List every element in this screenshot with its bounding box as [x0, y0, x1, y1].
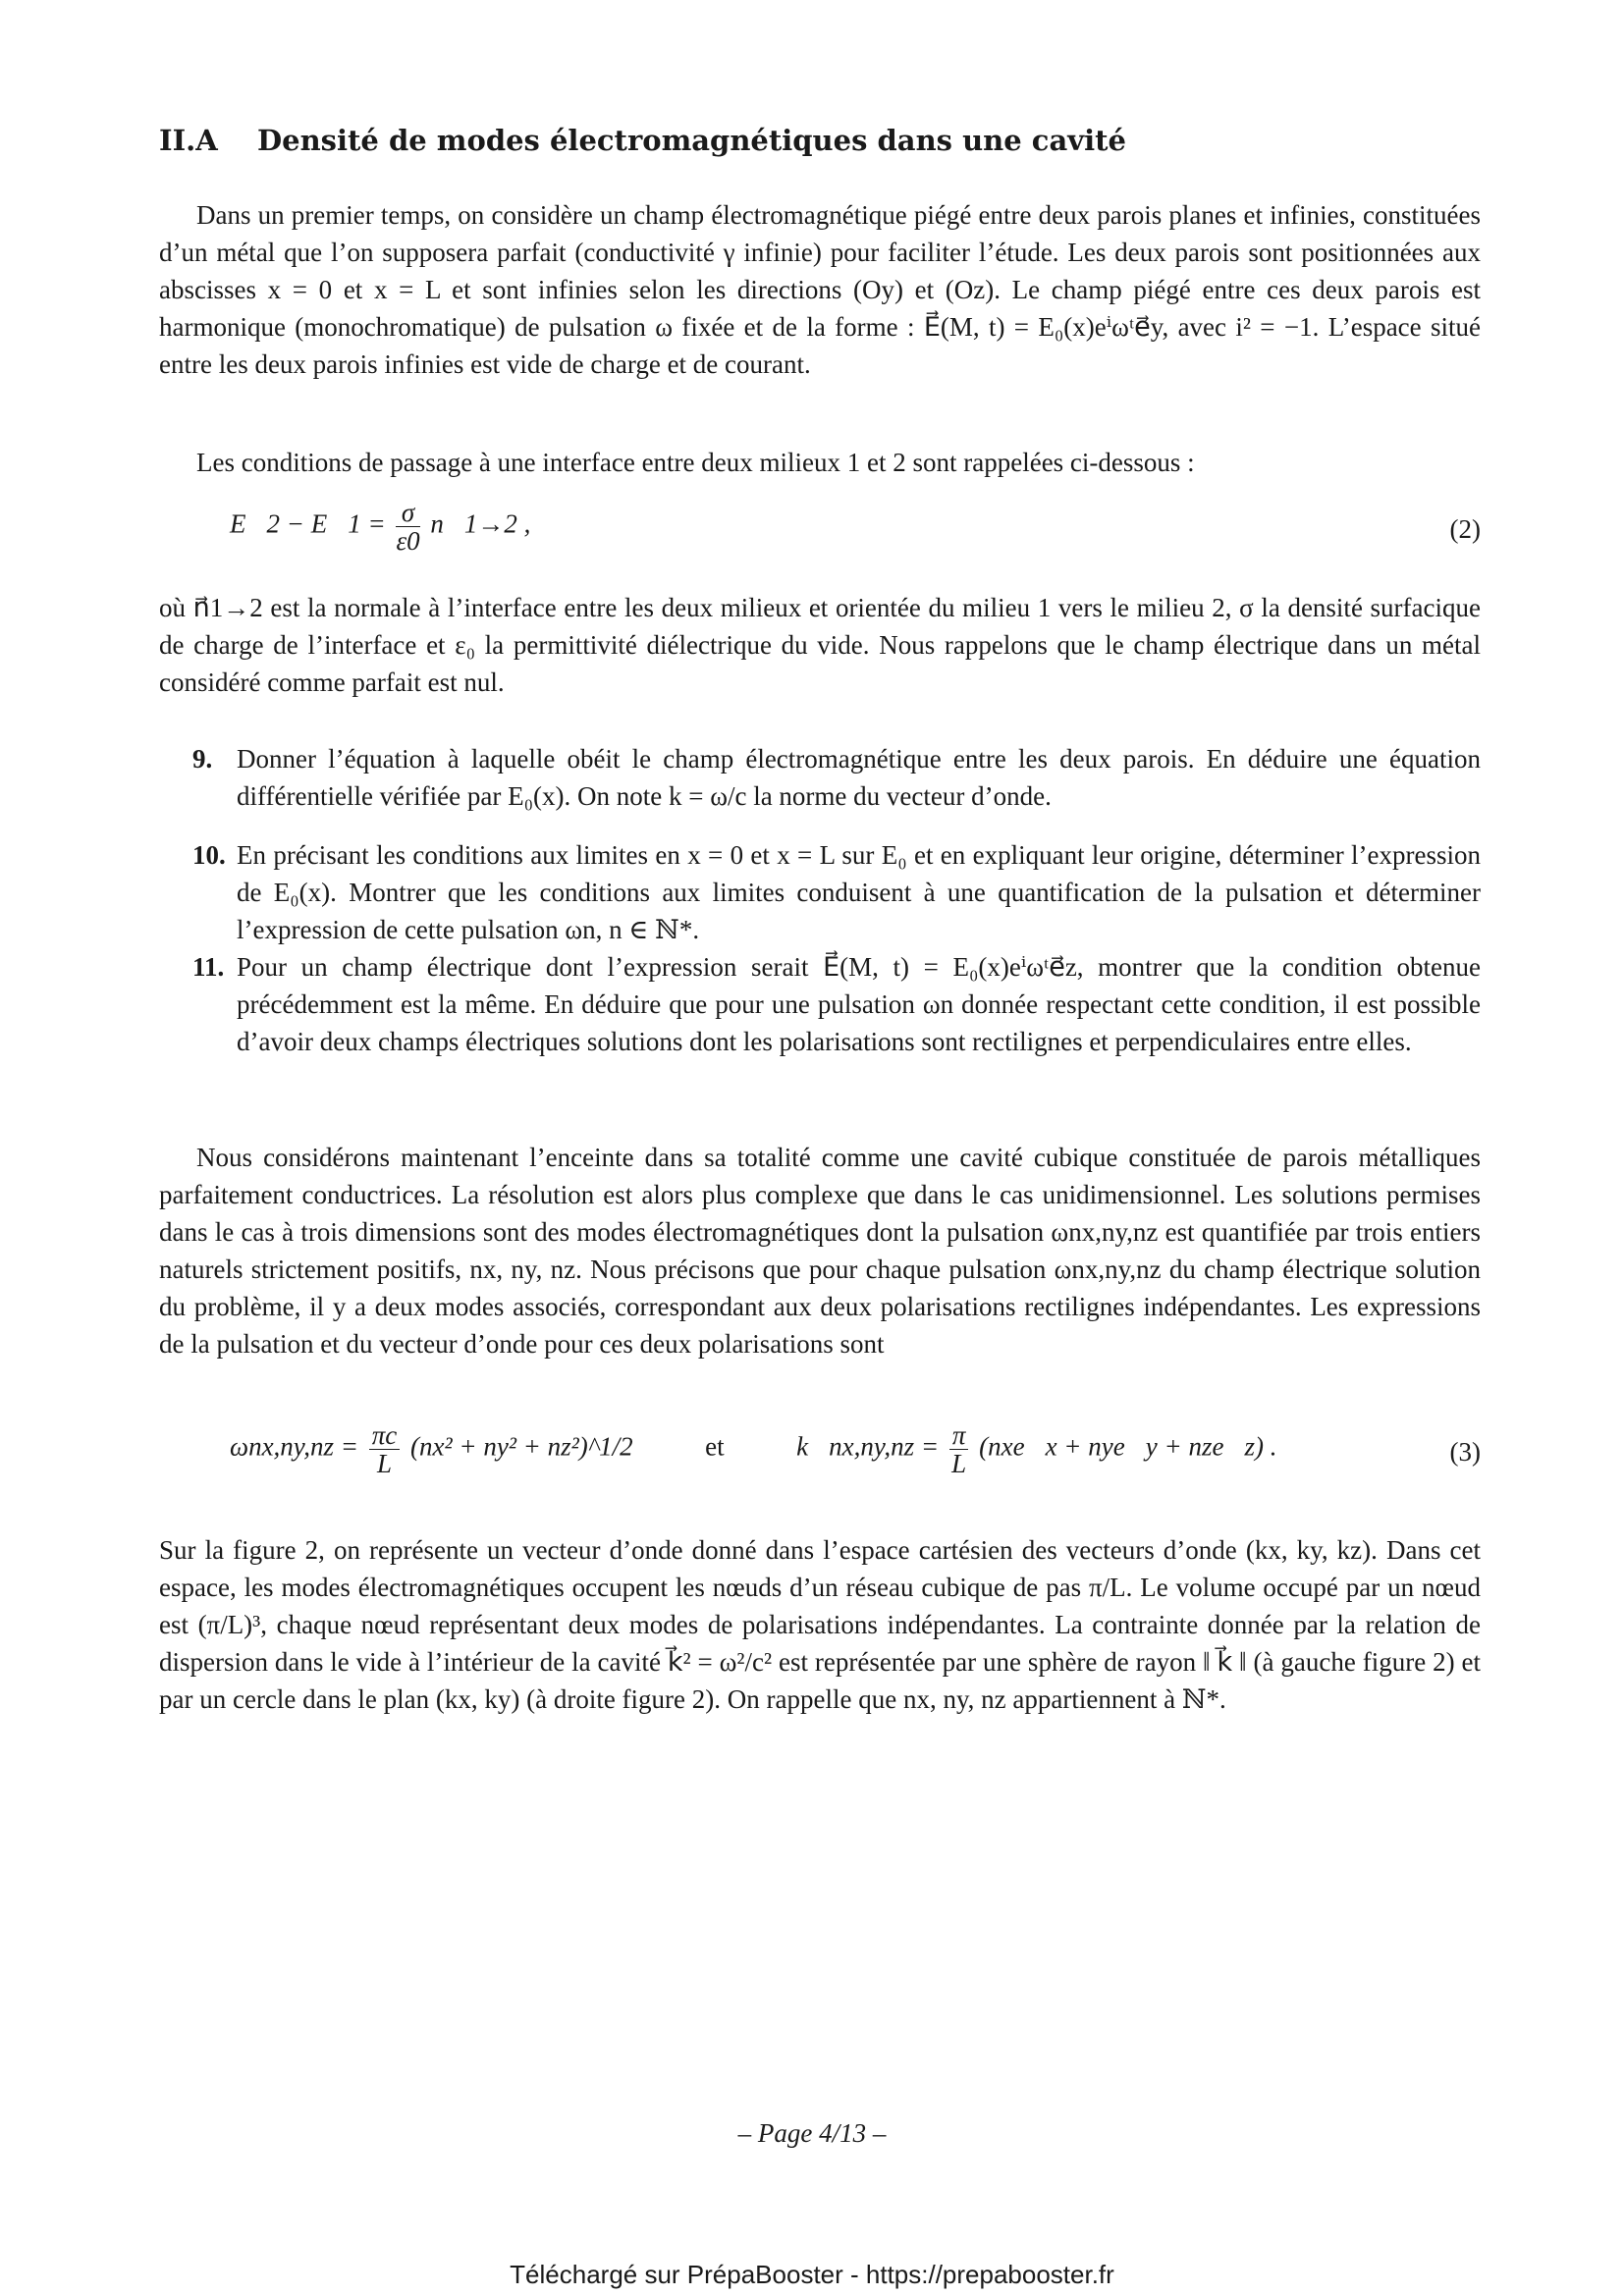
eq3-numerator-2: π [949, 1421, 969, 1450]
equation-2 [159, 499, 1481, 567]
question-number: 10. [192, 840, 226, 870]
equation-3-tag: (3) [1449, 1437, 1481, 1467]
eq3-fraction-1 [369, 1421, 401, 1477]
eq2-denominator: ε0 [396, 526, 420, 556]
section-number: II.A [159, 124, 218, 157]
question-number: 9. [192, 744, 213, 774]
page-number: – Page 4/13 – [737, 2118, 887, 2148]
eq3-denominator-2: L [951, 1449, 967, 1478]
eq2-lhs: E⃗2 − E⃗1 = [230, 508, 386, 539]
question-text: En précisant les conditions aux limites en x = 0 et x = L sur E₀ et en expliquant leur origine, déterminer l’expression de E₀(x). Montrer que les conditions aux limites conduisent à une quantification de la pulsation et déterminer l’expression de cette pulsation ωn, n ∈ ℕ*. [237, 840, 1481, 944]
question-text: Donner l’équation à laquelle obéit le champ électromagnétique entre les deux parois. En déduire une équation différentielle vérifiée par E₀(x). On note k = ω/c la norme du vecteur d’onde. [237, 744, 1481, 811]
eq3-fraction-2 [949, 1421, 969, 1477]
question-text: Pour un champ électrique dont l’expression serait E⃗(M, t) = E₀(x)eⁱωᵗe⃗z, montrer que la condition obtenue précédemment est la même. En déduire que pour une pulsation ωn donnée respectant cette condition, il est possible d’avoir deux champs électriques solutions dont les polarisations sont rectilignes et perpendiculaires entre elles. [237, 952, 1481, 1056]
equation-2-body [230, 499, 530, 555]
eq3-denominator-1: L [377, 1449, 393, 1478]
eq3-numerator-1: πc [369, 1421, 401, 1450]
question-11 [192, 948, 1481, 1060]
question-9 [192, 740, 1481, 815]
equation-3-body [230, 1421, 1276, 1477]
cavity-paragraph: Nous considérons maintenant l’enceinte dans sa totalité comme une cavité cubique constituée de parois métalliques parfaitement conductrices. La résolution est alors plus complexe que dans le cas unidimensionnel. Les solutions permises dans le cas à trois dimensions sont des modes électromagnétiques dont la pulsation ωnx,ny,nz est quantifiée par trois entiers naturels strictement positifs, nx, ny, nz. Nous précisons que pour chaque pulsation ωnx,ny,nz du champ électrique solution du problème, il y a deux modes associés, correspondant aux deux polarisations rectilignes indépendantes. Les expressions de la pulsation et du vecteur d’onde pour ces deux polarisations sont [159, 1143, 1481, 1359]
figure-paragraph: Sur la figure 2, on représente un vecteur d’onde donné dans l’espace cartésien des vecteurs d’onde (kx, ky, kz). Dans cet espace, les modes électromagnétiques occupent les nœuds d’un réseau cubique de pas π/L. Le volume occupé par un nœud est (π/L)³, chaque nœud représentant deux modes de polarisations indépendantes. La contrainte donnée par la relation de dispersion dans le vide à l’intérieur de la cavité k⃗² = ω²/c² est représentée par une sphère de rayon ‖ k⃗ ‖ (à gauche figure 2) et par un cercle dans le plan (kx, ky) (à droite figure 2). On rappelle que nx, ny, nz appartiennent à ℕ*. [159, 1535, 1481, 1714]
eq3-conjunction: et [705, 1431, 725, 1462]
download-notice: Téléchargé sur PrépaBooster - https://prepabooster.fr [510, 2260, 1114, 2289]
conditions-paragraph: Les conditions de passage à une interface entre deux milieux 1 et 2 sont rappelées ci-dessous : [196, 448, 1195, 477]
eq2-numerator: σ [396, 499, 419, 527]
eq2-rhs: n⃗1→2 , [430, 508, 531, 539]
section-heading [159, 124, 1126, 157]
eq3-sum: (nx² + ny² + nz²)^1/2 [410, 1431, 633, 1462]
section-title: Densité de modes électromagnétiques dans une cavité [257, 124, 1126, 157]
intro-paragraph: Dans un premier temps, on considère un champ électromagnétique piégé entre deux parois planes et infinies, constituées d’un métal que l’on supposera parfait (conductivité γ infinie) pour faciliter l’étude. Les deux parois sont positionnées aux abscisses x = 0 et x = L et sont infinies selon les directions (Oy) et (Oz). Le champ piégé entre ces deux parois est harmonique (monochromatique) de pulsation ω fixée et de la forme : E⃗(M, t) = E₀(x)eⁱωᵗe⃗y, avec i² = −1. L’espace situé entre les deux parois infinies est vide de charge et de courant. [159, 200, 1481, 379]
equation-2-tag: (2) [1449, 514, 1481, 544]
equation-3 [159, 1421, 1481, 1490]
eq3-lhs-2: k⃗nx,ny,nz = [796, 1431, 940, 1462]
eq3-vector-sum: (nxe⃗x + nye⃗y + nze⃗z) . [979, 1431, 1277, 1462]
question-10 [192, 836, 1481, 948]
normal-paragraph: où n⃗1→2 est la normale à l’interface entre les deux milieux et orientée du milieu 1 vers le milieu 2, σ la densité surfacique de charge de l’interface et ε₀ la permittivité diélectrique du vide. Nous rappelons que le champ électrique dans un métal considéré comme parfait est nul. [159, 593, 1481, 697]
eq2-fraction [396, 499, 419, 555]
question-number: 11. [192, 952, 225, 982]
eq3-lhs: ωnx,ny,nz = [230, 1431, 359, 1462]
